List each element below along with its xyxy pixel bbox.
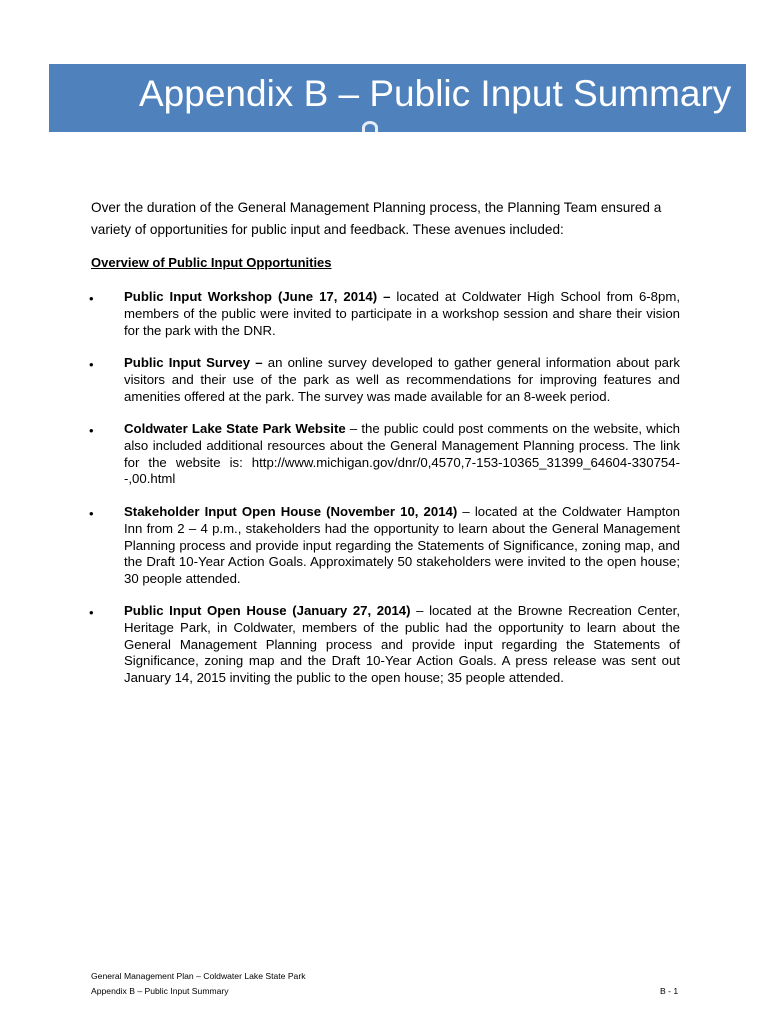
title-banner [49,64,746,132]
list-item-body: – located at the Coldwater Hampton Inn from 2 – 4 p.m., stakeholders had the opportunity to learn about the General Management Planning process and provide input regarding the Statements of Significance, zoning map, and the Draft 10-Year Action Goals. Approximately 50 stakeholders were invited to the open house; 30 people attended. [124,504,680,587]
intro-paragraph: Over the duration of the General Management Planning process, the Planning Team ensured a variety of opportunities for public input and feedback. These avenues included: [91,200,662,237]
title-overflow-glyph [362,121,378,132]
list-item-text [124,603,680,687]
page-title: Appendix B – Public Input Summary [139,73,732,114]
list-item-title: Stakeholder Input Open House (November 10, 2014) [124,504,458,519]
list-item-title: Public Input Workshop (June 17, 2014) – [124,289,391,304]
list-item-text [124,289,680,339]
list-item-body: – the public could post comments on the website, which also included additional resources about the General Management Planning process. The link for the website is: http://www.michigan.gov/dnr/0,4570,7-153-10365_31399_64604-330754--,00.html [124,421,680,487]
list-item-title: Public Input Survey – [124,355,263,370]
list-item-title: Coldwater Lake State Park Website [124,421,346,436]
list-item-body: located at Coldwater High School from 6-8pm, members of the public were invited to participate in a workshop session and share their vision for the park with the DNR. [124,289,681,338]
page-number: B - 1 [660,986,679,996]
bullet-icon: • [89,291,94,306]
section-heading: Overview of Public Input Opportunities [91,255,332,270]
page-footer [91,969,306,999]
list-item-title: Public Input Open House (January 27, 2014) [124,603,411,618]
bullet-icon: • [89,357,94,372]
list-item-text [124,504,680,588]
list-item-text [124,421,680,488]
bullet-icon: • [89,423,94,438]
list-item-text [124,355,680,405]
list-item-body: – located at the Browne Recreation Center, Heritage Park, in Coldwater, members of the public had the opportunity to learn about the General Management Planning process and provide input regarding the Statements of Significance, zoning map and the Draft 10-Year Action Goals. A press release was sent out January 14, 2015 inviting the public to the open house; 35 people attended. [124,603,680,686]
list-item-body: an online survey developed to gather general information about park visitors and their use of the park as well as recommendations for improving features and amenities offered at the park. The survey was made available for an 8-week period. [124,355,681,404]
footer-section-title: Appendix B – Public Input Summary [91,986,229,996]
footer-document-title: General Management Plan – Coldwater Lake State Park [91,971,306,981]
bullet-icon: • [89,605,94,620]
bullet-icon: • [89,506,94,521]
